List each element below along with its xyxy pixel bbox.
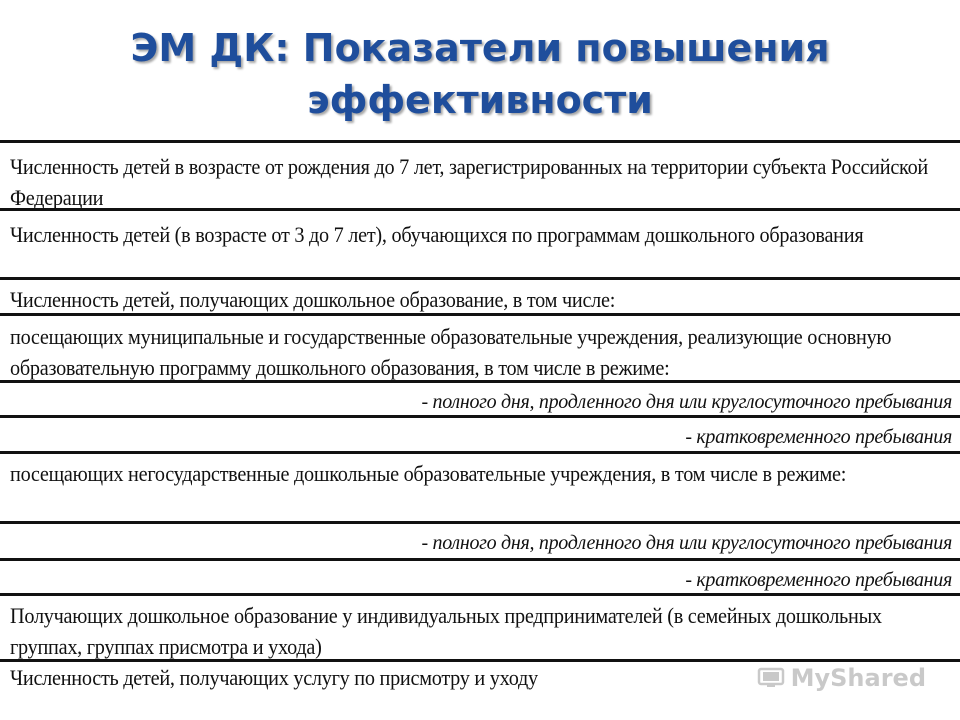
- row-text: - кратковременного пребывания: [685, 569, 952, 591]
- row-text: Численность детей, получающих дошкольное образование, в том числе:: [10, 287, 616, 312]
- watermark-text: MyShared: [790, 664, 926, 692]
- row-text: Численность детей (в возрасте от 3 до 7 лет), обучающихся по программам дошкольного образования: [10, 222, 864, 247]
- table-row: [0, 454, 960, 524]
- table-row: [0, 524, 960, 561]
- row-text: Получающих дошкольное образование у индивидуальных предпринимателей (в семейных дошкольных группах, группах присмотра и ухода): [10, 603, 882, 659]
- row-text: - кратковременного пребывания: [685, 426, 952, 448]
- watermark: [757, 664, 926, 692]
- page-title: [0, 22, 960, 126]
- table-row: [0, 280, 960, 316]
- title-line-2: эффективности: [307, 78, 653, 122]
- table-row: [0, 596, 960, 662]
- row-text: посещающих негосударственные дошкольные образовательные учреждения, в том числе в режиме:: [10, 461, 847, 486]
- table-row: [0, 383, 960, 418]
- row-text: Численность детей, получающих услугу по присмотру и уходу: [10, 665, 538, 690]
- title-line-1: ЭМ ДК: Показатели повышения: [130, 26, 830, 70]
- indicator-table: [0, 140, 960, 692]
- table-row: [0, 316, 960, 383]
- table-row: [0, 211, 960, 280]
- row-text: посещающих муниципальные и государственные образовательные учреждения, реализующие основную образовательную программу дошкольного образования, в том числе в режиме:: [10, 324, 892, 380]
- table-row: [0, 561, 960, 596]
- screen-icon: [757, 667, 785, 689]
- row-text: - полного дня, продленного дня или круглосуточного пребывания: [421, 391, 952, 413]
- table-row: [0, 418, 960, 454]
- row-text: Численность детей в возрасте от рождения до 7 лет, зарегистрированных на территории субъекта Российской Федерации: [10, 154, 928, 210]
- row-text: - полного дня, продленного дня или круглосуточного пребывания: [421, 532, 952, 554]
- table-row: [0, 143, 960, 211]
